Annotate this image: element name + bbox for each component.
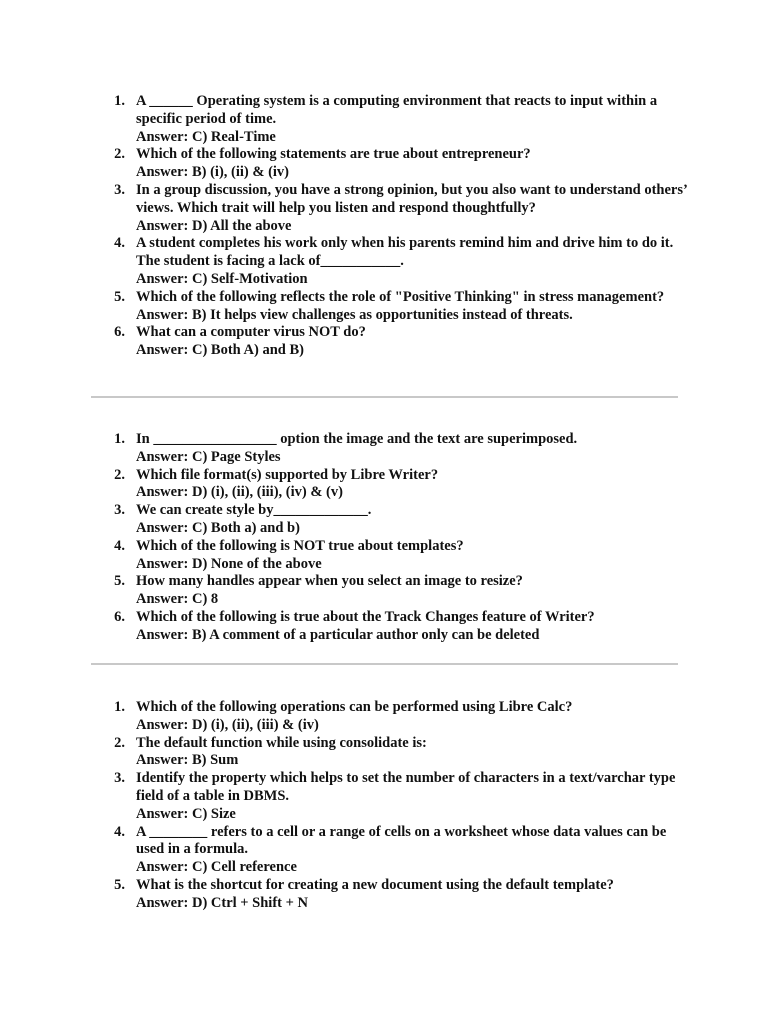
question-text: Which of the following is true about the Track Changes feature of Writer? (136, 608, 595, 625)
question-number: 1. (114, 93, 125, 109)
question-number: 5. (114, 573, 125, 590)
question-text: Which of the following is NOT true about templates? (136, 537, 464, 554)
question-section-2 (0, 431, 768, 645)
answer-text: Answer: C) Page Styles (136, 448, 281, 465)
answer-text: Answer: D) (i), (ii), (iii), (iv) & (v) (136, 484, 343, 501)
question-text: A ________ refers to a cell or a range of cells on a worksheet whose data values can be used in a formula. (136, 823, 667, 858)
question-text: A student completes his work only when his parents remind him and drive him to do it. The student is facing a lack of___________. (136, 235, 674, 270)
question-item (0, 877, 768, 913)
question-item (0, 235, 768, 288)
question-item (0, 538, 768, 574)
question-text: How many handles appear when you select an image to resize? (136, 573, 523, 590)
question-item (0, 573, 768, 609)
question-list (0, 699, 768, 913)
question-item (0, 770, 768, 823)
question-number: 6. (114, 608, 125, 625)
question-number: 1. (114, 431, 125, 447)
section-divider (91, 396, 678, 398)
answer-text: Answer: D) (i), (ii), (iii) & (iv) (136, 716, 319, 733)
question-item (0, 146, 768, 182)
question-number: 6. (114, 324, 125, 341)
question-item (0, 324, 768, 360)
answer-text: Answer: D) Ctrl + Shift + N (136, 894, 308, 911)
question-text: What is the shortcut for creating a new document using the default template? (136, 876, 614, 893)
answer-text: Answer: C) Cell reference (136, 859, 297, 876)
question-text: Which file format(s) supported by Libre Writer? (136, 466, 439, 483)
question-text: We can create style by_____________. (136, 502, 372, 519)
question-number: 3. (114, 770, 125, 787)
answer-text: Answer: B) It helps view challenges as opportunities instead of threats. (136, 306, 573, 323)
question-text: Which of the following reflects the role of "Positive Thinking" in stress management? (136, 288, 665, 305)
question-item (0, 467, 768, 503)
question-number: 3. (114, 181, 125, 198)
question-text: Identify the property which helps to set the number of characters in a text/varchar type field of a table in DBMS. (136, 770, 676, 804)
question-number: 5. (114, 288, 125, 305)
question-item (0, 502, 768, 538)
question-item (0, 93, 768, 146)
question-number: 2. (114, 466, 125, 483)
question-number: 3. (114, 502, 125, 519)
question-number: 2. (114, 734, 125, 751)
answer-text: Answer: C) Both a) and b) (136, 519, 300, 536)
question-item (0, 609, 768, 645)
question-text: A ______ Operating system is a computing environment that reacts to input within a specific period of time. (136, 93, 658, 127)
question-number: 1. (114, 699, 125, 715)
question-number: 2. (114, 146, 125, 163)
question-item (0, 699, 768, 735)
answer-text: Answer: D) None of the above (136, 555, 322, 572)
question-number: 4. (114, 537, 125, 554)
question-item (0, 824, 768, 877)
answer-text: Answer: C) Both A) and B) (136, 342, 304, 359)
question-list (0, 431, 768, 645)
question-text: In _________________ option the image and the text are superimposed. (136, 431, 578, 447)
question-number: 5. (114, 876, 125, 893)
answer-text: Answer: B) (i), (ii) & (iv) (136, 164, 290, 181)
question-text: The default function while using consolidate is: (136, 734, 427, 751)
answer-text: Answer: C) Size (136, 805, 236, 822)
question-item (0, 431, 768, 467)
question-item (0, 182, 768, 235)
question-item (0, 289, 768, 325)
question-text: What can a computer virus NOT do? (136, 324, 366, 341)
answer-text: Answer: D) All the above (136, 217, 292, 234)
question-text: In a group discussion, you have a strong opinion, but you also want to understand others’ views. Which trait will help you listen and respond thoughtfully? (136, 181, 687, 216)
answer-text: Answer: B) Sum (136, 752, 239, 769)
section-divider (91, 663, 678, 665)
answer-text: Answer: C) Real-Time (136, 128, 276, 145)
answer-text: Answer: B) A comment of a particular author only can be deleted (136, 626, 540, 643)
answer-text: Answer: C) Self-Motivation (136, 270, 308, 287)
question-item (0, 735, 768, 771)
question-list (0, 93, 768, 360)
question-text: Which of the following operations can be performed using Libre Calc? (136, 699, 573, 715)
question-text: Which of the following statements are true about entrepreneur? (136, 146, 531, 163)
question-section-3 (0, 699, 768, 913)
question-number: 4. (114, 823, 125, 840)
question-number: 4. (114, 235, 125, 252)
question-section-1 (0, 93, 768, 360)
answer-text: Answer: C) 8 (136, 591, 219, 608)
